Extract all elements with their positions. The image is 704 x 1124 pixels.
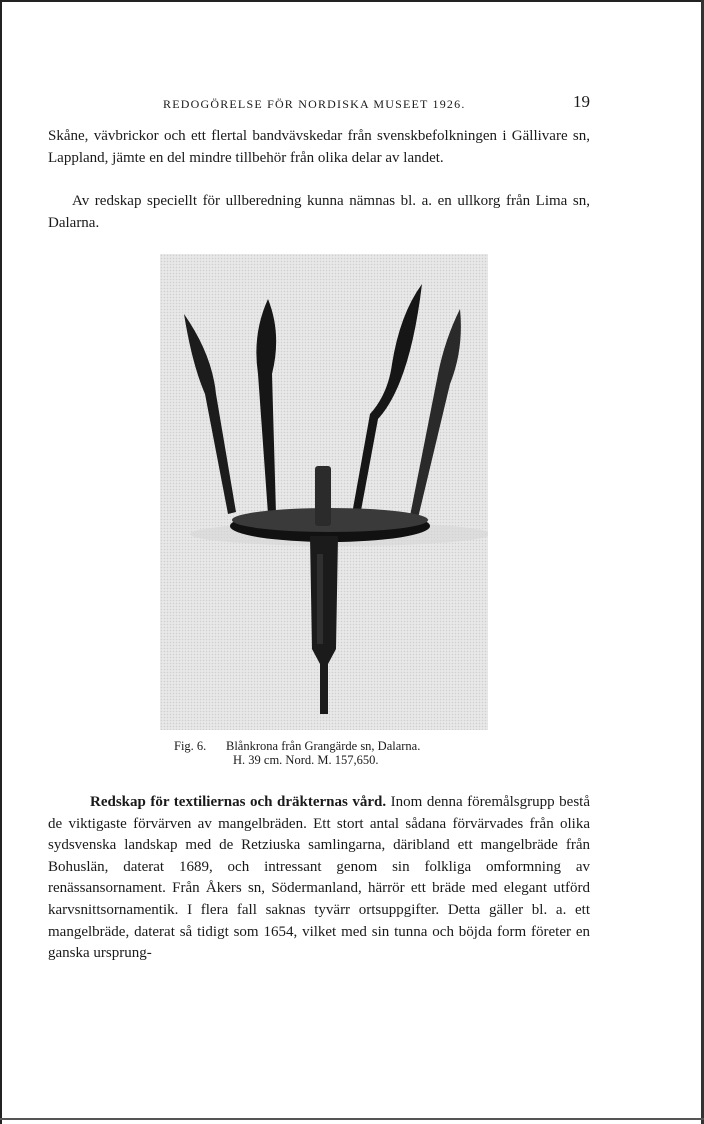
paragraph-3: [48, 792, 590, 965]
figure-caption: [174, 739, 494, 767]
running-head: REDOGÖRELSE FÖR NORDISKA MUSEET 1926.: [163, 97, 466, 111]
paragraph-3-text: Inom denna föremålsgrupp bestå de viktigaste förvärven av mangelbräden. Ett stort antal sådana förvärvades från olika sydsvenska landskap med de Retziuska samlingarna, däribland ett mangelbräde från Bohuslän, daterat 1689, och intressant genom sin folkliga omformning av renässansornament. Från Åkers sn, Södermanland, härrör ett bräde med elegant utförd karvsnittsornamentik. I flera fall saknas tyvärr ortsuppgifter. Detta gäller bl. a. ett mangelbräde, daterat så tidigt som 1654, vilket med sin tunna och böjda form företer en ganska ursprung-: [48, 794, 590, 962]
page-border-top: [0, 0, 704, 2]
figure-label: Fig. 6.: [174, 739, 207, 753]
paragraph-1: Skåne, vävbrickor och ett flertal bandvävskedar från svenskbefolkningen i Gällivare sn, Lappland, jämte en del mindre tillbehör från olika delar av landet.: [48, 128, 590, 166]
page-border-bottom: [0, 1118, 704, 1120]
paragraph-2: Av redskap speciellt för ullberedning kunna nämnas bl. a. en ullkorg från Lima sn, Dalarna.: [48, 193, 590, 231]
caption-line-1: Blånkrona från Grangärde sn, Dalarna.: [226, 739, 421, 753]
page-number: 19: [573, 92, 590, 111]
figure-photo-blankrona: [160, 254, 488, 730]
blankrona-illustration: [160, 254, 488, 730]
caption-line-2: H. 39 cm. Nord. M. 157,650.: [233, 753, 379, 767]
section-lead-heading: Redskap för textiliernas och dräkternas vård.: [90, 794, 387, 810]
page-border-left: [0, 0, 2, 1124]
